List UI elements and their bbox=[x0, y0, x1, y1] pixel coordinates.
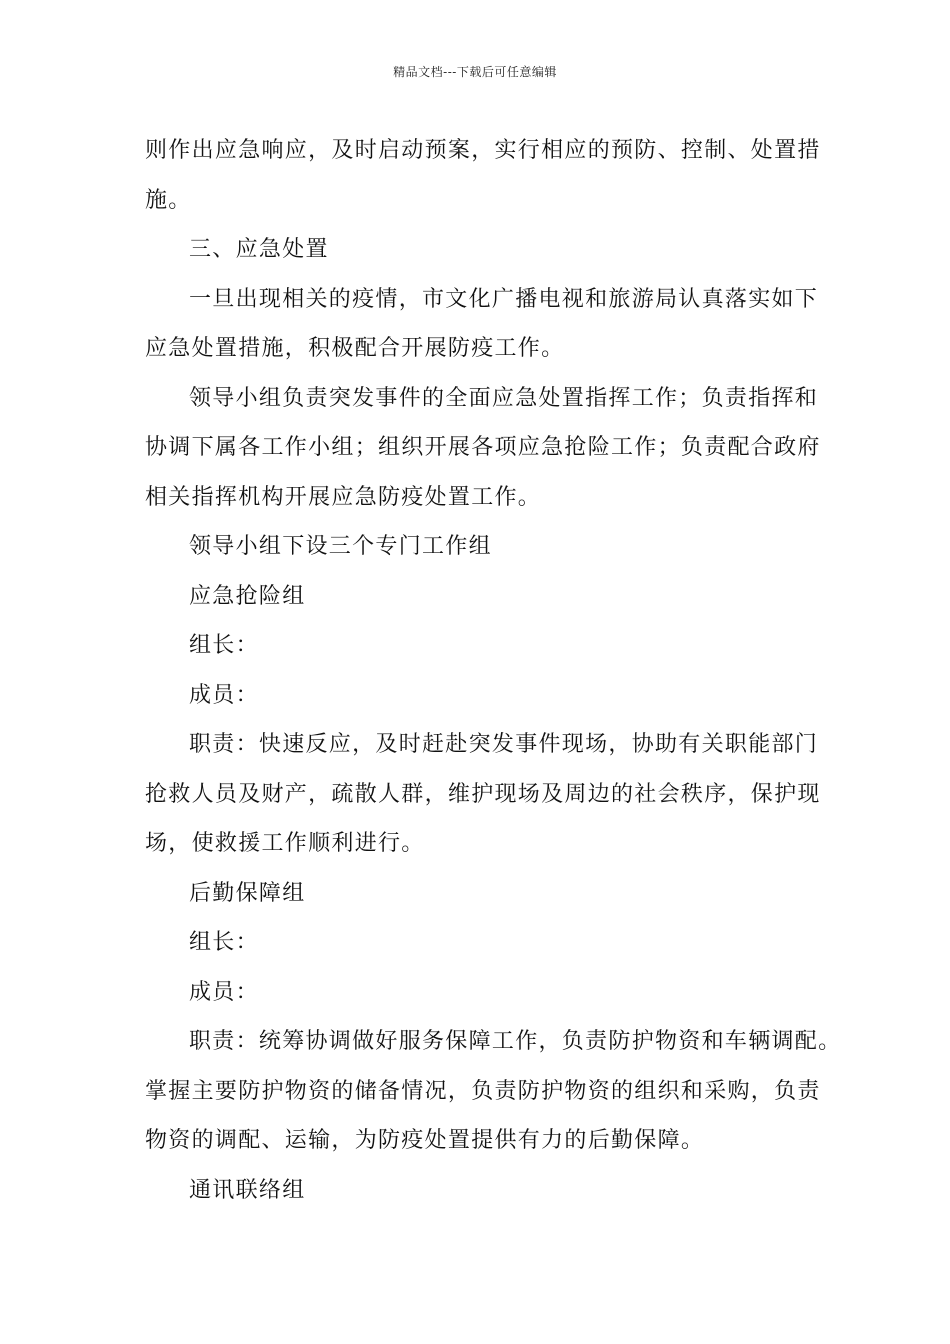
document-body bbox=[145, 126, 842, 1215]
group-title: 应急抢险组 bbox=[189, 583, 306, 609]
paragraph-line: 协调下属各工作小组；组织开展各项应急抢险工作；负责配合政府 bbox=[145, 435, 821, 460]
paragraph-line: 领导小组负责突发事件的全面应急处置指挥工作；负责指挥和 bbox=[189, 385, 819, 411]
group-title: 通讯联络组 bbox=[189, 1177, 306, 1203]
section-heading: 三、应急处置 bbox=[189, 237, 329, 262]
paragraph-line: 应急处置措施，积极配合开展防疫工作。 bbox=[145, 336, 565, 361]
paragraph-line: 掌握主要防护物资的储备情况，负责防护物资的组织和采购，负责 bbox=[145, 1078, 821, 1104]
paragraph-line: 场，使救援工作顺利进行。 bbox=[145, 831, 425, 856]
group-leader-label: 组长： bbox=[189, 633, 259, 658]
paragraph-line: 职责：统筹协调做好服务保障工作，负责防护物资和车辆调配。 bbox=[189, 1029, 842, 1054]
paragraph-line: 抢救人员及财产，疏散人群，维护现场及周边的社会秩序，保护现 bbox=[145, 781, 821, 807]
group-members-label: 成员： bbox=[189, 979, 259, 1005]
paragraph-line: 则作出应急响应，及时启动预案，实行相应的预防、控制、处置措 bbox=[145, 138, 821, 163]
paragraph-line: 施。 bbox=[145, 187, 192, 213]
paragraph-line: 相关指挥机构开展应急防疫处置工作。 bbox=[145, 484, 542, 510]
group-leader-label: 组长： bbox=[189, 930, 259, 955]
paragraph-line: 一旦出现相关的疫情，市文化广播电视和旅游局认真落实如下 bbox=[189, 286, 819, 312]
paragraph-line: 领导小组下设三个专门工作组 bbox=[189, 534, 492, 559]
paragraph-line: 职责：快速反应，及时赶赴突发事件现场，协助有关职能部门 bbox=[189, 732, 819, 757]
group-title: 后勤保障组 bbox=[189, 880, 306, 906]
group-members-label: 成员： bbox=[189, 682, 259, 708]
page-header: 精品文档---下载后可任意编辑 bbox=[393, 65, 557, 79]
paragraph-line: 物资的调配、运输，为防疫处置提供有力的后勤保障。 bbox=[145, 1128, 705, 1153]
